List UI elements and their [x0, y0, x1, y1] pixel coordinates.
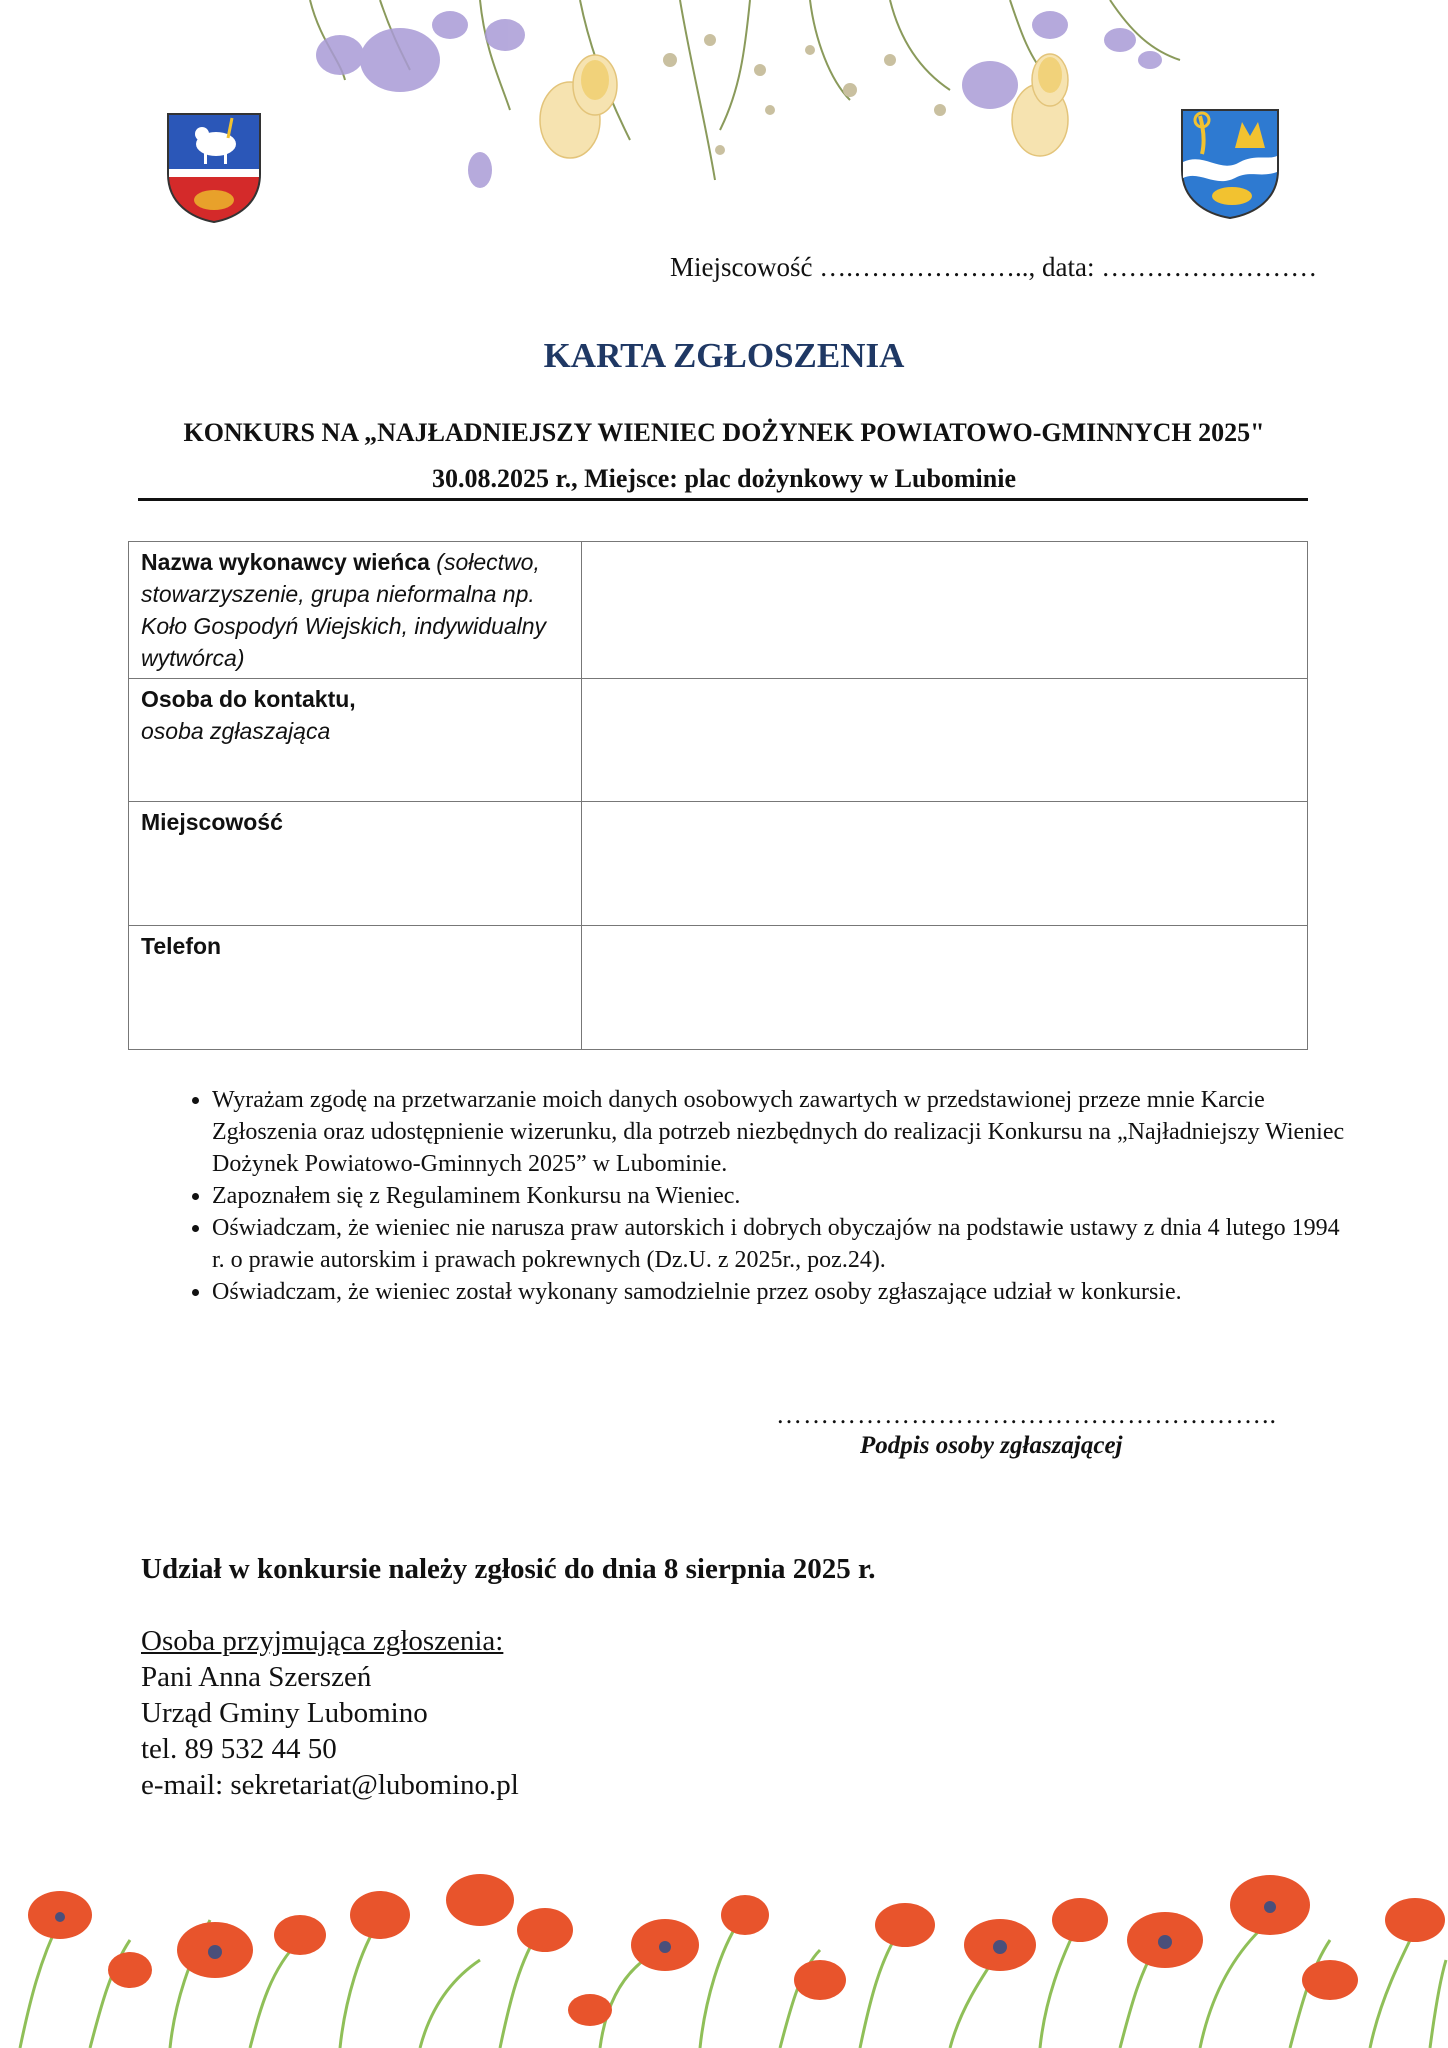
- consent-item-data-processing: • Wyrażam zgodę na przetwarzanie moich danych osobowych zawartych w przedstawionej przeze mnie Karcie Zgłoszenia oraz udostępnienie wizerunku, dla potrzeb niezbędnych do realizacji Konkursu na „Najładniejszy Wieniec Dożynek Powiatowo-Gminnych 2025” w Lubominie.: [212, 1084, 1352, 1180]
- phone-label: [129, 926, 582, 1050]
- performer-field[interactable]: [582, 542, 1308, 679]
- poppy-field-illustration-icon: [0, 1860, 1448, 2048]
- form-row-locality: [129, 802, 1308, 926]
- consent-item-own-work: • Oświadczam, że wieniec został wykonany samodzielnie przez osoby zgłaszające udział w konkursie.: [212, 1276, 1352, 1308]
- contact-block: [141, 1623, 519, 1803]
- county-coat-of-arms-icon: [166, 112, 262, 224]
- contact-person-label: [129, 679, 582, 802]
- municipality-coat-of-arms-icon: [1180, 108, 1280, 220]
- contest-name: KONKURS NA „NAJŁADNIEJSZY WIENIEC DOŻYNEK POWIATOWO-GMINNYCH 2025": [183, 418, 1265, 447]
- phone-label-bold: Telefon: [141, 933, 222, 959]
- performer-label-note: (sołectwo, stowarzyszenie, grupa nieformalna np. Koło Gospodyń Wiejskich, indywidualny wytwórca): [141, 549, 547, 671]
- event-date-place: 30.08.2025 r., Miejsce: plac dożynkowy w Lubominie: [431, 464, 1017, 493]
- contact-name: Pani Anna Szerszeń: [141, 1661, 372, 1693]
- page-title: KARTA ZGŁOSZENIA: [543, 336, 905, 375]
- form-row-performer: [129, 542, 1308, 679]
- contact-person-label-bold: Osoba do kontaktu,: [141, 686, 356, 712]
- submission-deadline: Udział w konkursie należy zgłosić do dnia 8 sierpnia 2025 r.: [141, 1553, 876, 1585]
- contact-email: e-mail: sekretariat@lubomino.pl: [141, 1769, 519, 1801]
- contact-phone: tel. 89 532 44 50: [141, 1733, 337, 1765]
- contact-office: Urząd Gminy Lubomino: [141, 1697, 428, 1729]
- signature-label: Podpis osoby zgłaszającej: [860, 1432, 1123, 1459]
- wildflowers-illustration-icon: [250, 0, 1200, 230]
- form-row-phone: [129, 926, 1308, 1050]
- contact-person-field[interactable]: [582, 679, 1308, 802]
- contact-person-label-note: osoba zgłaszająca: [141, 718, 331, 744]
- locality-field[interactable]: [582, 802, 1308, 926]
- performer-label-bold: Nazwa wykonawcy wieńca: [141, 549, 430, 575]
- signature-line: ………………………………………………..: [776, 1400, 1277, 1429]
- consent-list: [180, 1084, 1352, 1308]
- contact-heading: Osoba przyjmująca zgłoszenia:: [141, 1625, 504, 1657]
- phone-field[interactable]: [582, 926, 1308, 1050]
- title-divider: [138, 498, 1308, 501]
- consent-item-rules: • Zapoznałem się z Regulaminem Konkursu na Wieniec.: [212, 1180, 1352, 1212]
- locality-label-bold: Miejscowość: [141, 809, 283, 835]
- place-and-date-line: Miejscowość ….……………….., data: ……………………: [670, 252, 1318, 282]
- form-row-contact-person: [129, 679, 1308, 802]
- performer-label: [129, 542, 582, 679]
- application-form-table: [128, 541, 1308, 1050]
- consent-item-copyright: • Oświadczam, że wieniec nie narusza praw autorskich i dobrych obyczajów na podstawie ustawy z dnia 4 lutego 1994 r. o prawie autorskim i prawach pokrewnych (Dz.U. z 2025r., poz.24).: [212, 1212, 1352, 1276]
- locality-label: [129, 802, 582, 926]
